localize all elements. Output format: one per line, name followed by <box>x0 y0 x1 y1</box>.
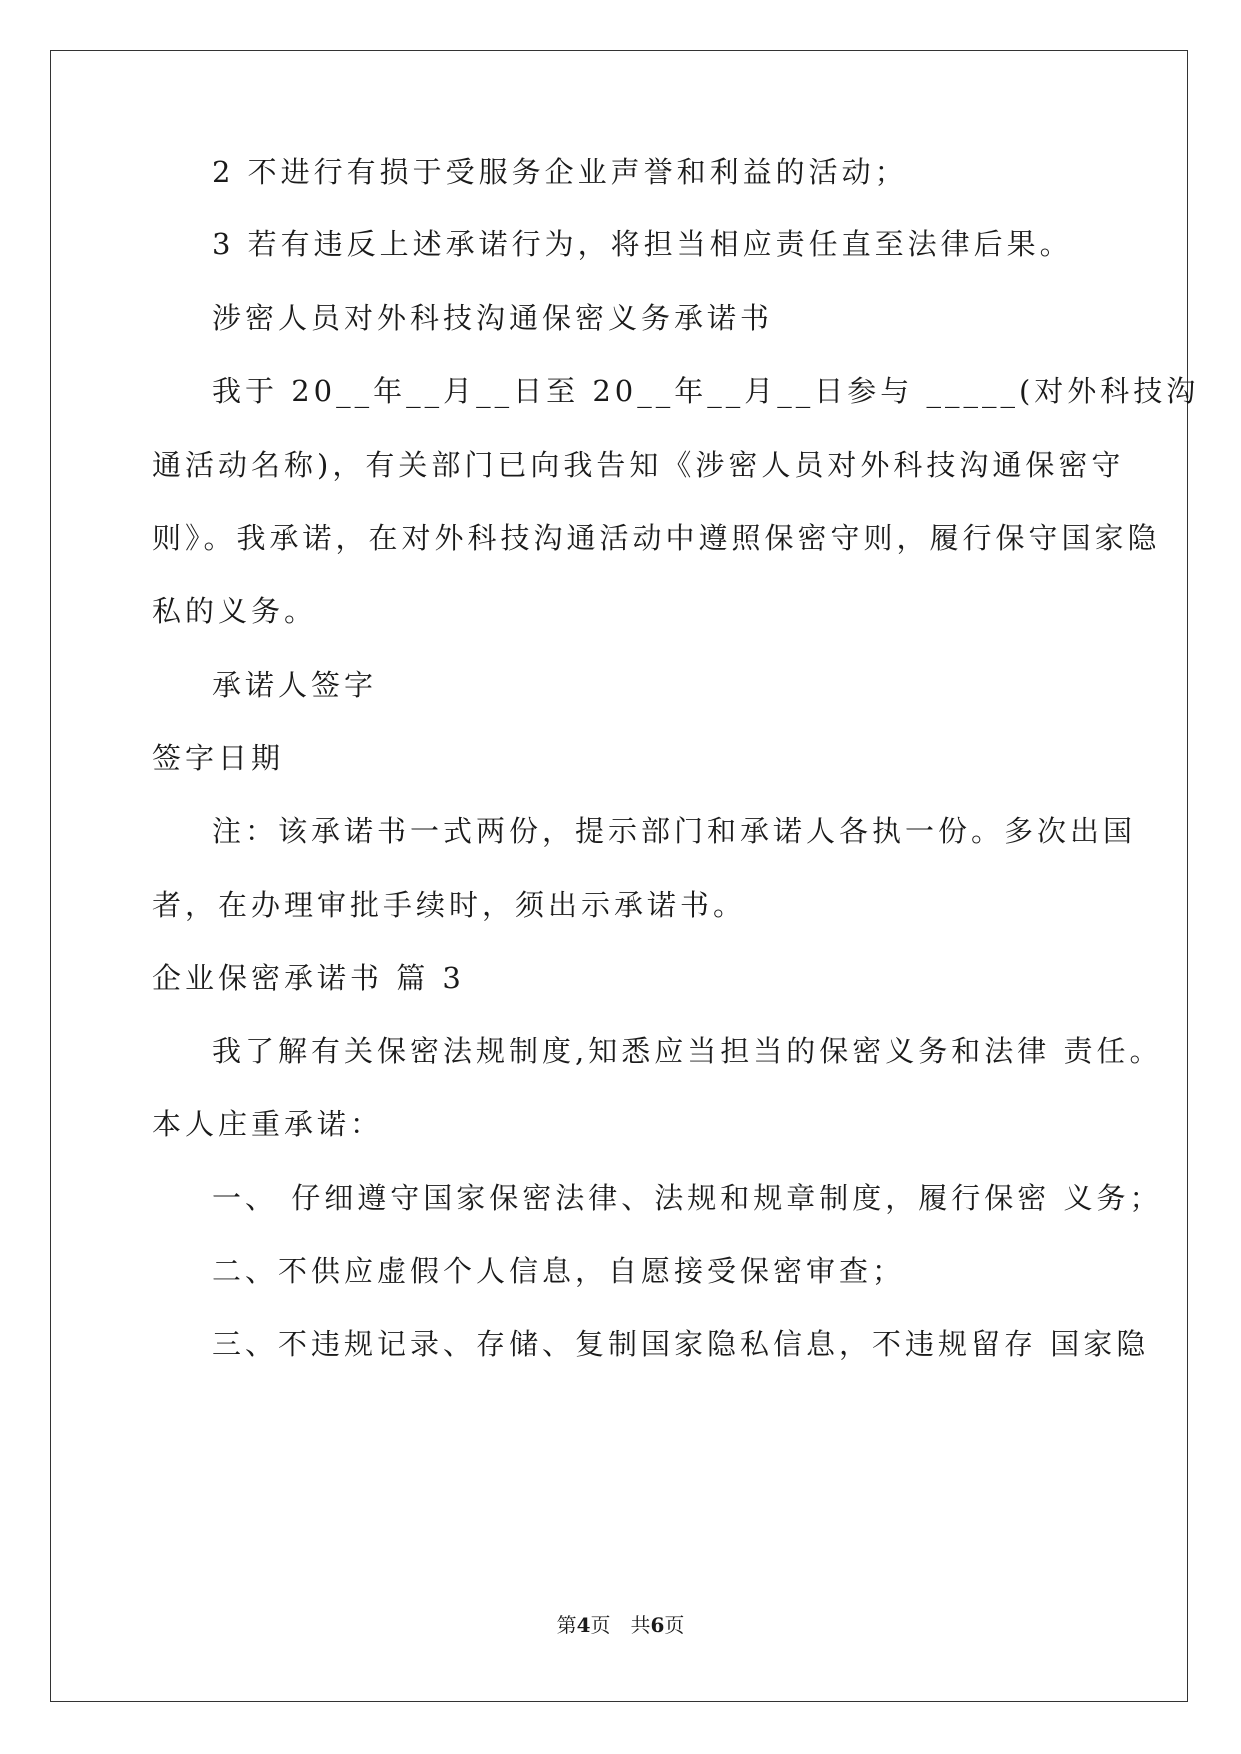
footer-total-pages: 6 <box>650 1613 665 1637</box>
note-line: 者，在办理审批手续时，须出示承诺书。 <box>152 888 747 922</box>
list-item: 三、不违规记录、存储、复制国家隐私信息，不违规留存 国家隐 <box>212 1327 1150 1361</box>
paragraph-line: 3 若有违反上述承诺行为，将担当相应责任直至法律后果。 <box>212 227 1073 261</box>
footer-suffix: 页 <box>664 1613 685 1637</box>
paragraph-line: 则》。我承诺，在对外科技沟通活动中遵照保密守则，履行保守国家隐 <box>152 521 1161 555</box>
list-item: 一、 仔细遵守国家保密法律、法规和规章制度，履行保密 义务； <box>212 1181 1163 1215</box>
paragraph-line: 私的义务。 <box>152 594 318 628</box>
page-footer <box>0 1612 1241 1638</box>
paragraph-line: 通活动名称)，有关部门已向我告知《涉密人员对外科技沟通保密守 <box>152 448 1125 482</box>
note-line: 注：该承诺书一式两份，提示部门和承诺人各执一份。多次出国 <box>212 814 1137 848</box>
section-title: 涉密人员对外科技沟通保密义务承诺书 <box>212 301 774 335</box>
paragraph-line: 我了解有关保密法规制度,知悉应当担当的保密义务和法律 责任。 <box>212 1034 1163 1068</box>
footer-mid: 页 共 <box>590 1613 651 1637</box>
footer-prefix: 第 <box>556 1613 577 1637</box>
list-item: 二、不供应虚假个人信息，自愿接受保密审查； <box>212 1254 906 1288</box>
signature-date-label: 签字日期 <box>152 741 285 775</box>
footer-page-number: 4 <box>576 1613 591 1637</box>
section-heading: 企业保密承诺书 篇 3 <box>152 961 465 995</box>
paragraph-line: 本人庄重承诺： <box>152 1107 384 1141</box>
paragraph-line: 我于 20__年__月__日至 20__年__月__日参与 _____(对外科技沟 <box>212 374 1200 408</box>
paragraph-line: 2 不进行有损于受服务企业声誉和利益的活动； <box>212 155 908 189</box>
signature-label: 承诺人签字 <box>212 668 378 702</box>
